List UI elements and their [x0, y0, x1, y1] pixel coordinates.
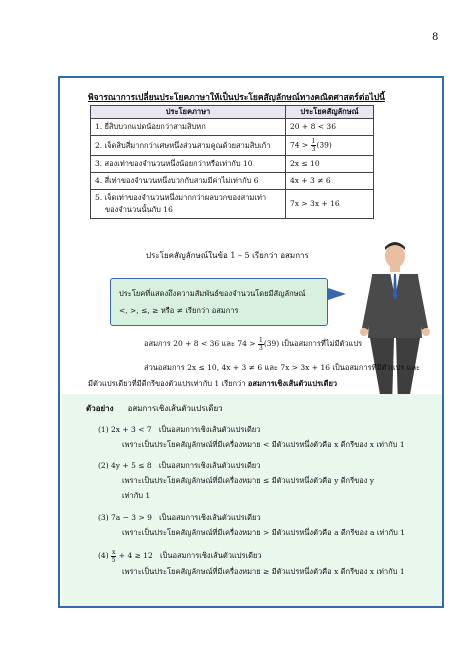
fraction-numerator: x: [112, 548, 116, 556]
fraction-denominator: 3: [258, 344, 263, 352]
speech-line1: ประโยคที่แสดงถึงความสัมพันธ์ของจำนวนโดยมีสัญลักษณ์: [119, 289, 306, 298]
example-item: [98, 458, 428, 503]
table-row: [91, 173, 374, 190]
row-text: [91, 190, 286, 219]
example-item: [98, 422, 428, 452]
inequality-note: ประโยคสัญลักษณ์ในข้อ 1 – 5 เรียกว่า อสมการ: [146, 251, 309, 260]
row-text: 4. สี่เท่าของจำนวนหนึ่งบวกกับสามมีค่าไม่เท่ากับ 6: [91, 173, 286, 190]
row-text-line1: 5. เจ็ดเท่าของจำนวนหนึ่งมากกว่าผลบวกของสามเท่า: [95, 193, 267, 202]
example-label: ตัวอย่าง: [86, 403, 114, 413]
table-row: [91, 136, 374, 156]
row-symbol: 20 + 8 < 36: [286, 119, 374, 136]
row-symbol: 4x + 3 ≠ 6: [286, 173, 374, 190]
example-expr-post: + 4 ≥ 12: [118, 551, 153, 560]
row-symbol: 2x ≤ 10: [286, 156, 374, 173]
definition-speech-box: [110, 278, 328, 326]
col-language-header: ประโยคภาษา: [91, 106, 286, 119]
example-reason-cont: เท่ากับ 1: [122, 491, 151, 500]
linear-inequality-definition: [88, 360, 444, 392]
para2-pre: อสมการ 20 + 8 < 36 และ 74 >: [144, 339, 256, 348]
para3-line2: [88, 376, 444, 392]
speech-tail: [328, 288, 346, 300]
para2-post: (39) เป็นอสมการที่ไม่มีตัวแปร: [263, 339, 363, 348]
example-reason: เพราะเป็นประโยคสัญลักษณ์ที่มีเครื่องหมาย < มีตัวแปรหนึ่งตัวคือ x ดีกรีของ x เท่ากับ 1: [122, 440, 405, 449]
para3-term: อสมการเชิงเส้นตัวแปรเดียว: [247, 379, 338, 388]
row-text-line2: ของจำนวนนั้นกับ 16: [105, 205, 173, 214]
example-expr: (2) 4y + 5 ≤ 8: [98, 461, 152, 470]
example-reason: เพราะเป็นประโยคสัญลักษณ์ที่มีเครื่องหมาย ≤ มีตัวแปรหนึ่งตัวคือ y ดีกรีของ y: [122, 476, 375, 485]
row-symbol: 7x > 3x + 16: [286, 190, 374, 219]
example-desc: เป็นอสมการเชิงเส้นตัวแปรเดียว: [159, 513, 261, 522]
row-text: 1. ยี่สิบบวกแปดน้อยกว่าสามสิบหก: [91, 119, 286, 136]
example-desc: เป็นอสมการเชิงเส้นตัวแปรเดียว: [158, 425, 261, 434]
col-symbol-header: ประโยคสัญลักษณ์: [286, 106, 374, 119]
row-symbol: [286, 136, 374, 156]
fraction-numerator: 1: [258, 336, 263, 344]
fraction-denominator: 3: [311, 146, 316, 153]
symbol-post: (39): [316, 140, 332, 150]
fraction-numerator: 1: [311, 138, 316, 145]
example-reason: เพราะเป็นประโยคสัญลักษณ์ที่มีเครื่องหมาย ≥ มีตัวแปรหนึ่งตัวคือ x ดีกรีของ x เท่ากับ 1: [122, 566, 405, 576]
conversion-table: [90, 105, 374, 219]
fraction: [111, 549, 116, 564]
example-title: [86, 402, 223, 415]
example-box: [62, 394, 442, 606]
table-row: [91, 156, 374, 173]
para3-line2-text: มีตัวแปรเดียวที่มีดีกรีของตัวแปรเท่ากับ 1 เรียกว่า: [88, 379, 248, 388]
speech-line2: <, >, ≤, ≥ หรือ ≠ เรียกว่า อสมการ: [119, 306, 239, 315]
para3-line1: ส่วนอสมการ 2x ≤ 10, 4x + 3 ≠ 6 และ 7x > 3x + 16 เป็นอสมการที่มีตัวแปร และ: [144, 363, 421, 372]
example-item: [98, 548, 428, 579]
example-reason: เพราะเป็นประโยคสัญลักษณ์ที่มีเครื่องหมาย > มีตัวแปรหนึ่งตัวคือ a ดีกรีของ a เท่ากับ 1: [122, 528, 406, 537]
example-expr-pre: (4): [98, 551, 109, 560]
table-row: [91, 119, 374, 136]
example-desc: เป็นอสมการเชิงเส้นตัวแปรเดียว: [160, 551, 262, 560]
table-row: [91, 190, 374, 219]
section-heading: พิจารณาการเปลี่ยนประโยคภาษาให้เป็นประโยคสัญลักษณ์ทางคณิตศาสตร์ต่อไปนี้: [88, 93, 385, 103]
fraction-denominator: 5: [111, 556, 116, 564]
example-expr: (3) 7a − 3 > 9: [98, 513, 152, 522]
content-frame: [58, 76, 444, 608]
example-expr: (1) 2x + 3 < 7: [98, 425, 152, 434]
example-heading: อสมการเชิงเส้นตัวแปรเดียว: [127, 404, 223, 413]
symbol-pre: 74 >: [290, 140, 309, 150]
table-header-row: [91, 106, 374, 119]
no-variable-inequalities: [144, 336, 362, 352]
row-text: 2. เจ็ดสิบสี่มากกว่าเศษหนึ่งส่วนสามคูณด้วยสามสิบเก้า: [91, 136, 286, 156]
page-number: 8: [432, 32, 439, 43]
example-item: [98, 510, 428, 540]
row-text: 3. สองเท่าของจำนวนหนึ่งน้อยกว่าหรือเท่ากับ 10: [91, 156, 286, 173]
example-desc: เป็นอสมการเชิงเส้นตัวแปรเดียว: [158, 461, 261, 470]
